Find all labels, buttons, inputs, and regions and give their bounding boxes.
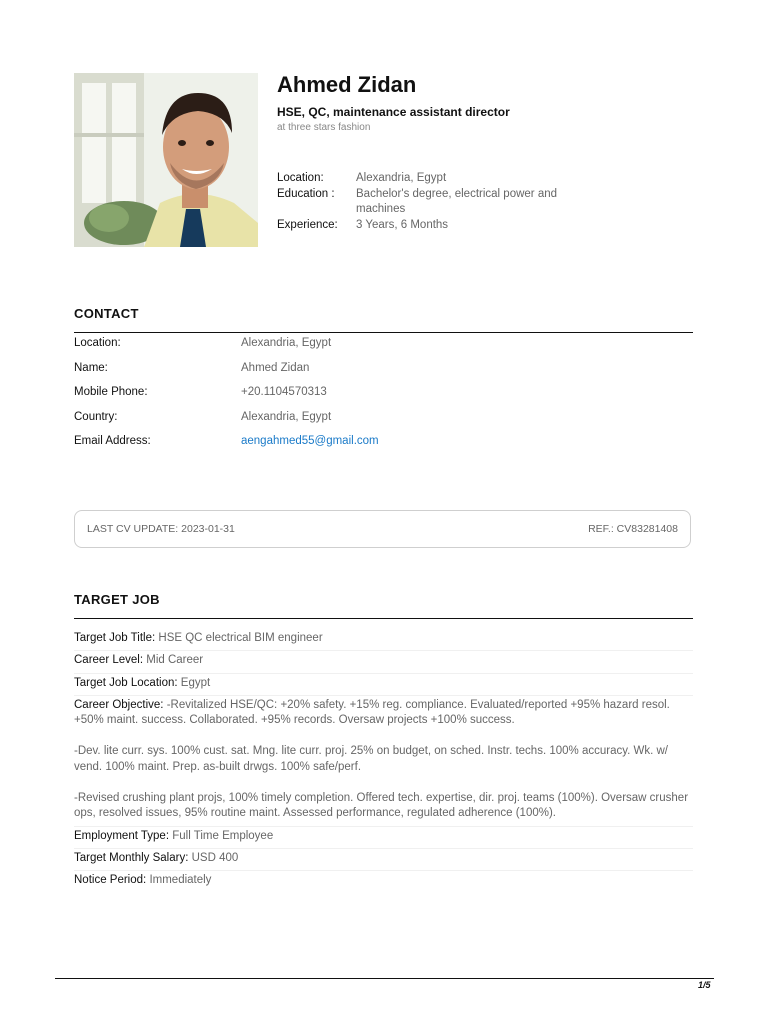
contact-label: Mobile Phone: — [74, 386, 148, 398]
last-cv-update: LAST CV UPDATE: 2023-01-31 — [87, 523, 235, 535]
career-level-row — [74, 651, 693, 673]
target-location-value: Egypt — [180, 676, 211, 689]
candidate-company: at three stars fashion — [277, 122, 371, 133]
target-salary-row — [74, 849, 693, 871]
summary-education-row — [277, 187, 567, 217]
target-job-list — [74, 629, 693, 893]
target-job-title-row — [74, 629, 693, 651]
footer-divider — [55, 978, 714, 979]
contact-section-title: CONTACT — [74, 306, 139, 321]
contact-divider — [74, 332, 693, 333]
career-level-label: Career Level: — [74, 654, 144, 667]
profile-summary — [277, 171, 567, 234]
contact-value: Ahmed Zidan — [241, 361, 310, 374]
target-job-title-label: Target Job Title: — [74, 632, 156, 644]
contact-label: Location: — [74, 337, 121, 349]
summary-value: Bachelor's degree, electrical power and machines — [356, 188, 558, 215]
employment-type-label: Employment Type: — [74, 829, 170, 842]
target-salary-value: USD 400 — [191, 851, 239, 864]
career-objective-paragraph-3: -Revised crushing plant projs, 100% timely completion. Offered tech. expertise, dir. proj. teams (100%). Oversaw crusher ops, resolved issues, 95% routine maint. Assessed performance, regulated adherence (100%). — [74, 792, 689, 820]
summary-value: Alexandria, Egypt — [356, 172, 447, 184]
contact-row — [74, 362, 693, 387]
cv-update-box — [74, 510, 691, 548]
candidate-name: Ahmed Zidan — [277, 72, 417, 97]
career-objective-paragraph-2: -Dev. lite curr. sys. 100% cust. sat. Mng. lite curr. proj. 25% on budget, on sched. Instr. techs. 100% accuracy. Wk. w/ vend. 100% maint. Prep. as-built drwgs. 100% safe/perf. — [74, 745, 668, 773]
contact-list — [74, 337, 693, 460]
notice-period-value: Immediately — [149, 874, 212, 887]
contact-label: Country: — [74, 410, 118, 423]
target-job-section-title: TARGET JOB — [74, 592, 160, 607]
contact-row — [74, 337, 693, 362]
summary-location-row — [277, 171, 567, 186]
contact-value: +20.1104570313 — [241, 386, 327, 398]
profile-photo — [74, 73, 258, 247]
contact-value: Alexandria, Egypt — [241, 337, 332, 349]
summary-label: Education : — [277, 188, 335, 200]
email-link[interactable]: aengahmed55@gmail.com — [241, 435, 379, 447]
career-objective-row — [74, 696, 693, 827]
employment-type-value: Full Time Employee — [172, 829, 274, 842]
summary-value: 3 Years, 6 Months — [356, 219, 449, 231]
target-salary-label: Target Monthly Salary: — [74, 851, 189, 864]
contact-label: Email Address: — [74, 435, 151, 447]
contact-value: Alexandria, Egypt — [241, 410, 332, 423]
summary-experience-row — [277, 218, 567, 233]
contact-label: Name: — [74, 361, 108, 374]
target-location-label: Target Job Location: — [74, 676, 178, 689]
page-number: 1/5 — [698, 980, 711, 990]
notice-period-row — [74, 871, 693, 892]
candidate-headline: HSE, QC, maintenance assistant director — [277, 105, 510, 119]
target-job-title-value: HSE QC electrical BIM engineer — [158, 632, 323, 644]
target-location-row — [74, 674, 693, 696]
career-level-value: Mid Career — [146, 654, 204, 667]
contact-row — [74, 435, 693, 460]
summary-label: Experience: — [277, 219, 338, 231]
target-job-divider — [74, 618, 693, 619]
summary-label: Location: — [277, 172, 324, 184]
notice-period-label: Notice Period: — [74, 874, 147, 887]
career-objective-label: Career Objective: — [74, 698, 164, 711]
career-objective-paragraph-1: -Revitalized HSE/QC: +20% safety. +15% reg. compliance. Evaluated/reported +95% hazard resol. +50% maint. success. Collaborated. +95% records. Oversaw projects +100% success. — [74, 698, 670, 727]
contact-row — [74, 411, 693, 436]
contact-row — [74, 386, 693, 411]
employment-type-row — [74, 827, 693, 849]
cv-reference: REF.: CV83281408 — [588, 523, 678, 535]
